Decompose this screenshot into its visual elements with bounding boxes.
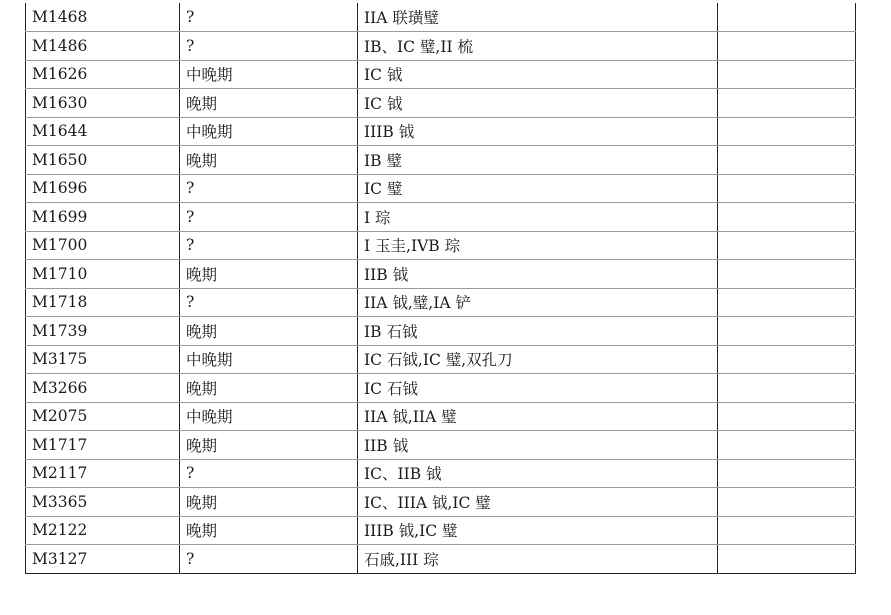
tomb-id-cell: M1718 <box>26 288 180 317</box>
note-cell <box>718 60 856 89</box>
period-cell: 中晚期 <box>180 345 358 374</box>
note-cell <box>718 231 856 260</box>
tomb-id-cell: M1486 <box>26 32 180 61</box>
tomb-id-cell: M1700 <box>26 231 180 260</box>
artifacts-cell: IC 石钺,IC 璧,双孔刀 <box>358 345 718 374</box>
artifacts-cell: IC 璧 <box>358 174 718 203</box>
artifacts-cell: IC 钺 <box>358 89 718 118</box>
tomb-id-cell: M1717 <box>26 431 180 460</box>
artifacts-cell: IC、IIIA 钺,IC 璧 <box>358 488 718 517</box>
table-row <box>26 32 856 61</box>
artifacts-cell: IIB 钺 <box>358 260 718 289</box>
note-cell <box>718 174 856 203</box>
period-cell: 中晚期 <box>180 402 358 431</box>
artifacts-cell: IB 石钺 <box>358 317 718 346</box>
note-cell <box>718 203 856 232</box>
artifacts-cell: IB、IC 璧,II 梳 <box>358 32 718 61</box>
tomb-id-cell: M1699 <box>26 203 180 232</box>
artifacts-cell: IIB 钺 <box>358 431 718 460</box>
tomb-id-cell: M2075 <box>26 402 180 431</box>
period-cell: ? <box>180 545 358 574</box>
tomb-id-cell: M1644 <box>26 117 180 146</box>
artifacts-cell: IC 石钺 <box>358 374 718 403</box>
period-cell: ? <box>180 174 358 203</box>
tomb-id-cell: M1626 <box>26 60 180 89</box>
note-cell <box>718 89 856 118</box>
period-cell: ? <box>180 459 358 488</box>
tomb-id-cell: M2117 <box>26 459 180 488</box>
table-row <box>26 60 856 89</box>
period-cell: ? <box>180 32 358 61</box>
table-row <box>26 345 856 374</box>
table-row <box>26 260 856 289</box>
note-cell <box>718 146 856 175</box>
table-row <box>26 174 856 203</box>
table-row <box>26 231 856 260</box>
tomb-id-cell: M3365 <box>26 488 180 517</box>
artifacts-cell: IC、IIB 钺 <box>358 459 718 488</box>
note-cell <box>718 516 856 545</box>
note-cell <box>718 374 856 403</box>
artifacts-cell: I 玉圭,IVB 琮 <box>358 231 718 260</box>
artifacts-cell: IIIB 钺 <box>358 117 718 146</box>
table-row <box>26 203 856 232</box>
period-cell: ? <box>180 203 358 232</box>
tomb-id-cell: M1630 <box>26 89 180 118</box>
artifacts-cell: I 琮 <box>358 203 718 232</box>
period-cell: 中晚期 <box>180 60 358 89</box>
note-cell <box>718 488 856 517</box>
note-cell <box>718 545 856 574</box>
tomb-artifact-table <box>25 3 856 574</box>
tomb-id-cell: M3175 <box>26 345 180 374</box>
period-cell: ? <box>180 231 358 260</box>
table-row <box>26 402 856 431</box>
period-cell: 晚期 <box>180 317 358 346</box>
table-row <box>26 459 856 488</box>
table-row <box>26 545 856 574</box>
note-cell <box>718 117 856 146</box>
note-cell <box>718 3 856 32</box>
artifacts-cell: IIA 联璜璧 <box>358 3 718 32</box>
artifacts-cell: IC 钺 <box>358 60 718 89</box>
tomb-id-cell: M3127 <box>26 545 180 574</box>
table-body <box>26 3 856 573</box>
tomb-id-cell: M1650 <box>26 146 180 175</box>
tomb-id-cell: M2122 <box>26 516 180 545</box>
table-row <box>26 317 856 346</box>
table-row <box>26 89 856 118</box>
note-cell <box>718 345 856 374</box>
note-cell <box>718 32 856 61</box>
note-cell <box>718 402 856 431</box>
note-cell <box>718 288 856 317</box>
tomb-id-cell: M1739 <box>26 317 180 346</box>
note-cell <box>718 260 856 289</box>
table-row <box>26 3 856 32</box>
note-cell <box>718 459 856 488</box>
artifacts-cell: IIA 钺,璧,IA 铲 <box>358 288 718 317</box>
note-cell <box>718 317 856 346</box>
artifacts-cell: IB 璧 <box>358 146 718 175</box>
period-cell: 晚期 <box>180 146 358 175</box>
table-row <box>26 488 856 517</box>
table-row <box>26 431 856 460</box>
tomb-id-cell: M3266 <box>26 374 180 403</box>
period-cell: ? <box>180 3 358 32</box>
note-cell <box>718 431 856 460</box>
period-cell: 中晚期 <box>180 117 358 146</box>
tomb-id-cell: M1696 <box>26 174 180 203</box>
table-row <box>26 117 856 146</box>
table-row <box>26 516 856 545</box>
tomb-id-cell: M1468 <box>26 3 180 32</box>
period-cell: 晚期 <box>180 431 358 460</box>
table-row <box>26 146 856 175</box>
period-cell: 晚期 <box>180 488 358 517</box>
artifacts-cell: IIA 钺,IIA 璧 <box>358 402 718 431</box>
artifacts-cell: 石戚,III 琮 <box>358 545 718 574</box>
table-row <box>26 288 856 317</box>
artifacts-cell: IIIB 钺,IC 璧 <box>358 516 718 545</box>
period-cell: 晚期 <box>180 89 358 118</box>
period-cell: 晚期 <box>180 516 358 545</box>
tomb-id-cell: M1710 <box>26 260 180 289</box>
period-cell: ? <box>180 288 358 317</box>
period-cell: 晚期 <box>180 260 358 289</box>
period-cell: 晚期 <box>180 374 358 403</box>
table-row <box>26 374 856 403</box>
